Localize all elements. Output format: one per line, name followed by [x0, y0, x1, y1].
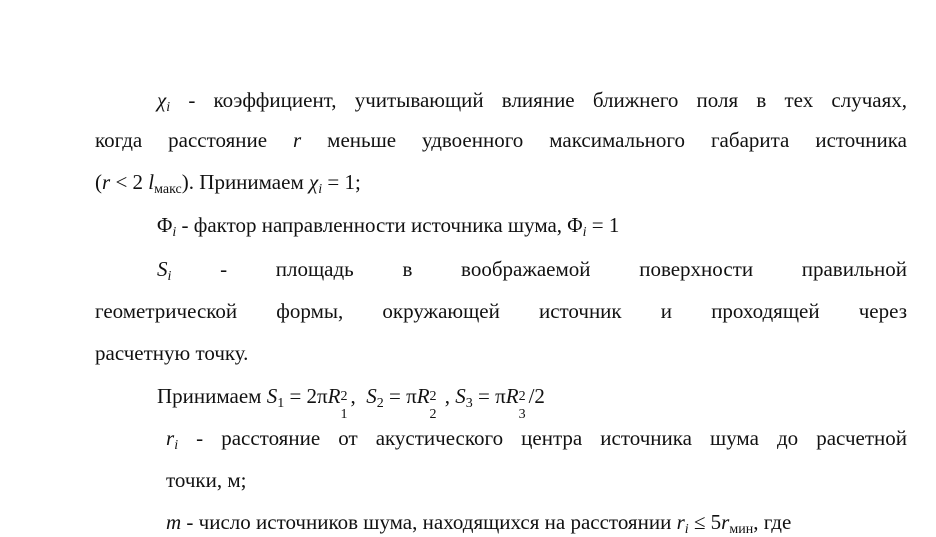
chi-symbol: χ [157, 88, 167, 112]
s1-symbol: S [266, 384, 278, 408]
accept-prefix: Принимаем [157, 384, 267, 408]
chi-description: - коэффициент, учитывающий влияние ближнего поля в тех случаях, [170, 88, 907, 112]
var-r: r [102, 170, 111, 194]
r-description: - расстояние от акустического центра источника шума до расчетной [178, 426, 907, 450]
phi-index: i [172, 225, 177, 240]
r3-symbol: R [505, 384, 519, 408]
s1-subscript: 1 [277, 396, 285, 411]
s-word-regular: правильной [801, 257, 907, 281]
accept-formula-line: Принимаем $S_1 = 2\pi R$ 2 1 , $S_2 = \pi R$ 2 2 , $S_3 = \pi R$ 2 3 /2 [157, 384, 545, 422]
chi-line-3 [95, 168, 907, 204]
s-word-imaginary: воображаемой [461, 257, 591, 281]
s-symbol: S [157, 257, 168, 281]
less-than-2: < 2 [110, 170, 149, 194]
paren-open: ( [95, 170, 102, 194]
m-cond-rmin: r [721, 510, 730, 534]
s-line-1 [157, 255, 907, 283]
m-tail: , где [753, 510, 792, 534]
m-symbol: m [166, 510, 182, 534]
s3-symbol: S [455, 384, 466, 408]
chi-line-1 [157, 86, 907, 114]
s-index: i [167, 269, 172, 284]
chi-equals: = 1; [322, 170, 361, 194]
chi-line2-post: меньше удвоенного максимального габарита источника [301, 128, 907, 152]
chi-index: i [166, 100, 171, 115]
s-line-3: расчетную точку. [95, 341, 249, 365]
s2-subscript: 2 [376, 396, 384, 411]
chi-symbol-2: χ [308, 170, 319, 194]
r1-symbol: R [327, 384, 341, 408]
r-index: i [174, 438, 179, 453]
r-line-1 [166, 424, 907, 452]
separator-1: , [350, 384, 367, 408]
chi-index-2: i [318, 182, 323, 197]
m-cond-r: r [676, 510, 685, 534]
chi-line-2 [95, 126, 907, 154]
phi-line [157, 211, 907, 239]
r-line-2: точки, м; [166, 468, 247, 492]
s2-equals: = π [383, 384, 417, 408]
s1-equals: = 2π [284, 384, 328, 408]
s-word-in: в [402, 257, 413, 281]
m-cond-rmin-sub: мин [729, 522, 754, 537]
s-word-surface: поверхности [639, 257, 754, 281]
m-description: - число источников шума, находящихся на расстоянии [181, 510, 677, 534]
s-dash: - [220, 257, 228, 281]
m-cond-le: ≤ 5 [688, 510, 722, 534]
phi-symbol: Φ [157, 213, 173, 237]
m-line-1 [166, 508, 907, 536]
chi-line2-pre: когда расстояние [95, 128, 294, 152]
r-symbol: r [166, 426, 175, 450]
phi-equals: = 1 [586, 213, 620, 237]
var-l: l [148, 170, 155, 194]
accept-text: ). Принимаем [181, 170, 309, 194]
s-word-area: площадь [275, 257, 354, 281]
r2-symbol: R [416, 384, 430, 408]
separator-2: , [439, 384, 456, 408]
l-max-subscript: макс [154, 182, 182, 197]
chi-line2-var: r [293, 128, 302, 152]
m-cond-i: i [684, 522, 689, 537]
phi-index-2: i [582, 225, 587, 240]
s3-tail: /2 [528, 384, 545, 408]
phi-description: - фактор направленности источника шума, [176, 213, 568, 237]
s2-symbol: S [366, 384, 377, 408]
s3-equals: = π [472, 384, 506, 408]
phi-symbol-2: Φ [567, 213, 583, 237]
s-line-2: геометрической формы, окружающей источник и проходящей через [95, 299, 907, 323]
s3-subscript: 3 [465, 396, 473, 411]
